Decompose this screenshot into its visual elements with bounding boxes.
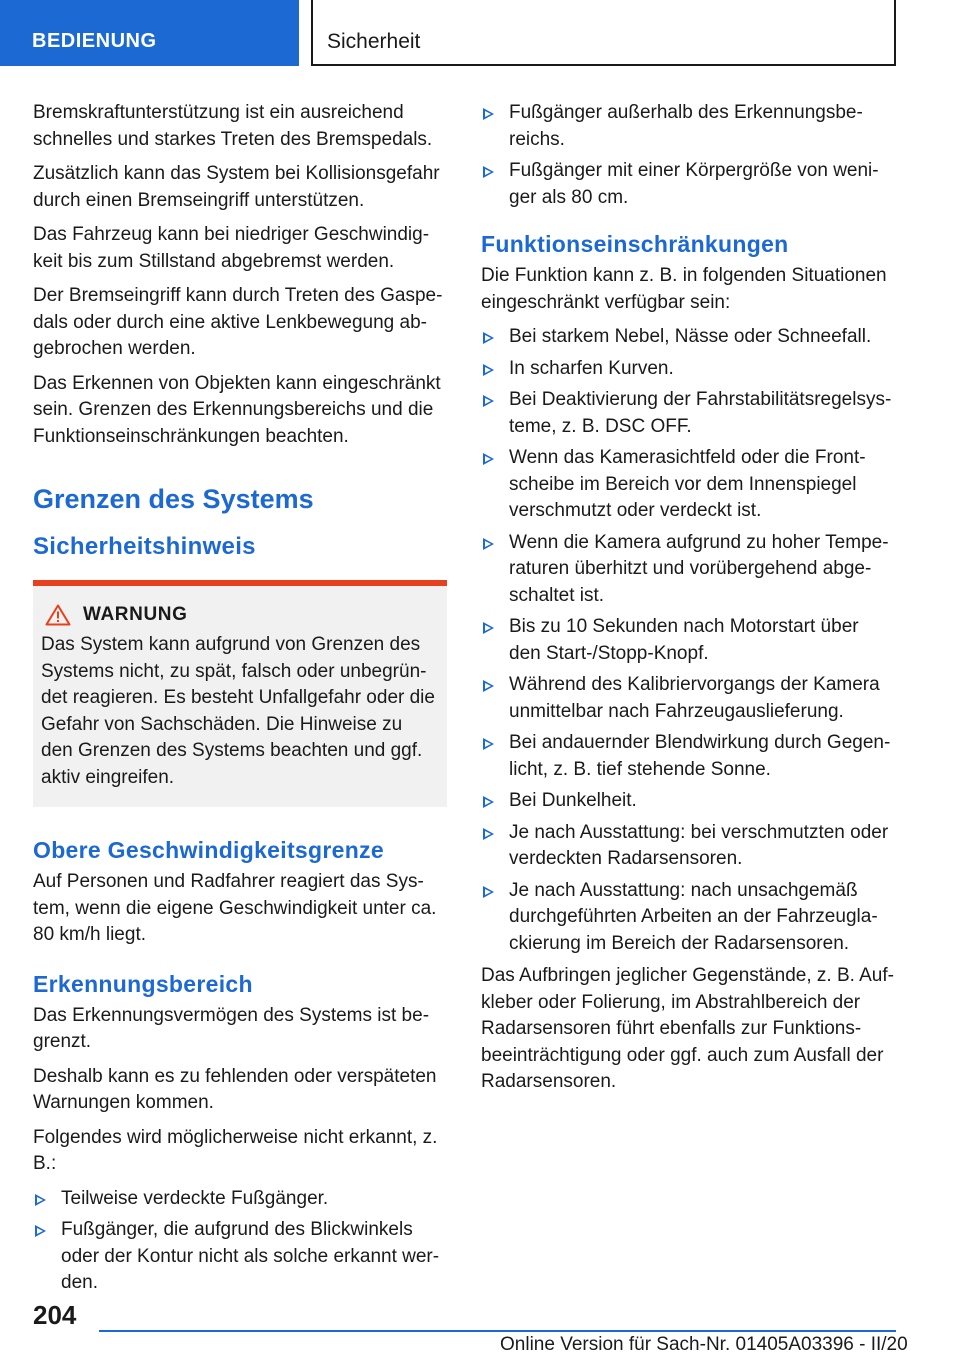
warning-box [33,580,447,807]
list-item-text: Bei andauernder Blendwirkung durch Gegenlicht, z. B. tief stehende Sonne. [509,732,891,780]
list-item-text: Teilweise verdeckte Fußgänger. [61,1187,329,1209]
list-item [481,387,895,440]
paragraph: Folgendes wird möglicherweise nicht erkannt, z. B.: [33,1126,438,1174]
bullet-triangle-icon [483,332,494,344]
list-item-text: Bis zu 10 Sekunden nach Motorstart über den Start-/Stopp-Knopf. [509,616,859,664]
paragraph: Bremskraftunterstützung ist ein ausreichend schnelles und starkes Treten des Bremspedals. [33,102,433,150]
heading-detection-range: Erkennungsbereich [33,970,253,997]
paragraph: Zusätzlich kann das System bei Kollisionsgefahr durch einen Bremseingriff unterstützen. [33,163,440,211]
bullet-triangle-icon [483,453,494,465]
list-item [481,788,895,815]
paragraph: Der Bremseingriff kann durch Treten des Gaspedals oder durch eine aktive Lenkbewegung abgebrochen werden. [33,285,443,359]
heading-speed-limit: Obere Geschwindigkeitsgrenze [33,837,384,863]
bullet-triangle-icon [35,1194,46,1206]
bullet-triangle-icon [483,538,494,550]
detection-list-continued [481,100,895,211]
list-item [33,1217,447,1297]
list-item [481,445,895,525]
paragraph: Das Erkennungsvermögen des Systems ist begrenzt. [33,1004,430,1052]
list-item-text: Wenn das Kamerasichtfeld oder die Frontscheibe im Bereich vor dem Innenspiegel verschmutzt oder verdeckt ist. [509,447,866,521]
list-item-text: Fußgänger außerhalb des Erkennungsbereichs. [509,102,863,150]
warning-header [45,604,435,626]
bullet-triangle-icon [35,1225,46,1237]
list-item [481,158,895,211]
paragraph: Die Funktion kann z. B. in folgenden Situationen eingeschränkt verfügbar sein: [481,265,887,313]
paragraph: Das Aufbringen jeglicher Gegenstände, z. B. Aufkleber oder Folierung, im Abstrahlbereich der Radarsensoren führt ebenfalls zur Funktionsbeeinträchtigung oder ggf. auch zum Ausfall der Radarsensoren. [481,965,894,1092]
list-item-text: Während des Kalibriervorgangs der Kamera unmittelbar nach Fahrzeugauslieferung. [509,674,880,722]
bullet-triangle-icon [483,166,494,178]
list-item [481,672,895,725]
list-item [481,878,895,958]
list-item [481,324,895,351]
list-item [481,530,895,610]
bullet-triangle-icon [483,828,494,840]
list-item [481,820,895,873]
heading-function-limits: Funktionseinschränkungen [481,231,789,257]
left-column [33,100,447,1303]
bullet-triangle-icon [483,680,494,692]
footer-divider [99,1330,896,1332]
warning-title: WARNUNG [83,604,188,625]
list-item-text: In scharfen Kurven. [509,357,674,379]
bullet-triangle-icon [483,738,494,750]
list-item-text: Je nach Ausstattung: bei verschmutzten oder verdeckten Radarsensoren. [509,821,889,869]
list-item [481,356,895,383]
list-item [33,1186,447,1213]
list-item [481,100,895,153]
bullet-triangle-icon [483,622,494,634]
paragraph: Auf Personen und Radfahrer reagiert das System, wenn die eigene Geschwindigkeit unter ca. 80 km/h liegt. [33,871,437,945]
list-item-text: Je nach Ausstattung: nach unsachgemäß durchgeführten Arbeiten an der Fahrzeuglackierung im Bereich der Radarsensoren. [509,879,878,954]
bullet-triangle-icon [483,108,494,120]
list-item-text: Fußgänger, die aufgrund des Blickwinkels oder der Kontur nicht als solche erkannt werden. [61,1219,440,1293]
heading-system-limits: Grenzen des Systems [33,484,314,514]
list-item-text: Wenn die Kamera aufgrund zu hoher Temperaturen überhitzt und vorübergehend abgeschaltet ist. [509,531,889,606]
footer-online-version: Online Version für Sach-Nr. 01405A03396 - II/20 [500,1334,908,1355]
detection-list [33,1186,447,1297]
bullet-triangle-icon [483,395,494,407]
bullet-triangle-icon [483,364,494,376]
warning-text: Das System kann aufgrund von Grenzen des Systems nicht, zu spät, falsch oder unbegründet reagieren. Es besteht Unfallgefahr oder die Gefahr von Sachschäden. Die Hinweise zu den Grenzen des Systems beachten und ggf. aktiv eingreifen. [41,634,435,788]
chapter-tab: BEDIENUNG [0,0,299,66]
paragraph: Das Fahrzeug kann bei niedriger Geschwindigkeit bis zum Stillstand abgebremst werden. [33,224,430,272]
right-column [481,100,895,1104]
warning-triangle-icon [45,604,71,626]
paragraph: Deshalb kann es zu fehlenden oder verspäteten Warnungen kommen. [33,1065,437,1113]
list-item-text: Bei Deaktivierung der Fahrstabilitätsregelsysteme, z. B. DSC OFF. [509,389,892,437]
heading-safety-note: Sicherheitshinweis [33,533,256,560]
list-item [481,614,895,667]
page-number: 204 [33,1300,77,1330]
list-item-text: Fußgänger mit einer Körpergröße von weniger als 80 cm. [509,160,879,208]
list-item-text: Bei Dunkelheit. [509,790,637,811]
bullet-triangle-icon [483,886,494,898]
function-limits-list [481,324,895,957]
list-item [481,730,895,783]
list-item-text: Bei starkem Nebel, Nässe oder Schneefall. [509,326,872,347]
paragraph: Das Erkennen von Objekten kann eingeschränkt sein. Grenzen des Erkennungsbereichs und die Funktionseinschränkungen beachten. [33,372,441,447]
section-title: Sicherheit [311,0,896,66]
bullet-triangle-icon [483,796,494,808]
